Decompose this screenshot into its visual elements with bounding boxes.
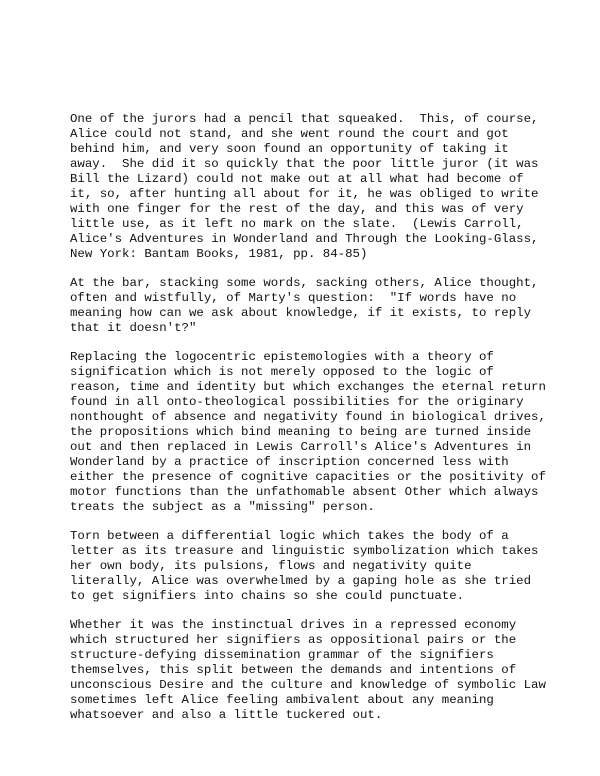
paragraph-1: One of the jurors had a pencil that squeaked. This, of course, Alice could not stand, and she went round the court and got behind him, and very soon found an opportunity of taking it away. She did it so quickly that the poor little juror (it was Bill the Lizard) could not make out at all what had become of it, so, after hunting all about for it, he was obliged to write with one finger for the rest of the day, and this was of very little use, as it left no mark on the slate. (Lewis Carroll, Alice's Adventures in Wonderland and Through the Looking-Glass, New York: Bantam Books, 1981, pp. 84-85) — [70, 112, 539, 261]
paragraph-4: Torn between a differential logic which takes the body of a letter as its treasure and linguistic symbolization which takes her own body, its pulsions, flows and negativity quite literally, Alice was overwhelmed by a gaping hole as she tried to get signifiers into chains so she could punctuate. — [70, 529, 539, 603]
paragraph-2: At the bar, stacking some words, sacking others, Alice thought, often and wistfully, of Marty's question: "If words have no meaning how can we ask about knowledge, if it exists, to reply that it doesn't?" — [70, 276, 539, 335]
paragraph-5: Whether it was the instinctual drives in a repressed economy which structured her signifiers as oppositional pairs or the structure-defying dissemination grammar of the signifiers themselves, this split between the demands and intentions of unconscious Desire and the culture and knowledge of symbolic Law sometimes left Alice feeling ambivalent about any meaning whatsoever and also a little tuckered out. — [70, 618, 546, 722]
document-page — [70, 112, 546, 737]
paragraph-3: Replacing the logocentric epistemologies with a theory of signification which is not merely opposed to the logic of reason, time and identity but which exchanges the eternal return found in all onto-theological possibilities for the originary nonthought of absence and negativity found in biological drives, the propositions which bind meaning to being are turned inside out and then replaced in Lewis Carroll's Alice's Adventures in Wonderland by a practice of inscription concerned less with either the presence of cognitive capacities or the positivity of motor functions than the unfathomable absent Other which always treats the subject as a "missing" person. — [70, 350, 546, 514]
